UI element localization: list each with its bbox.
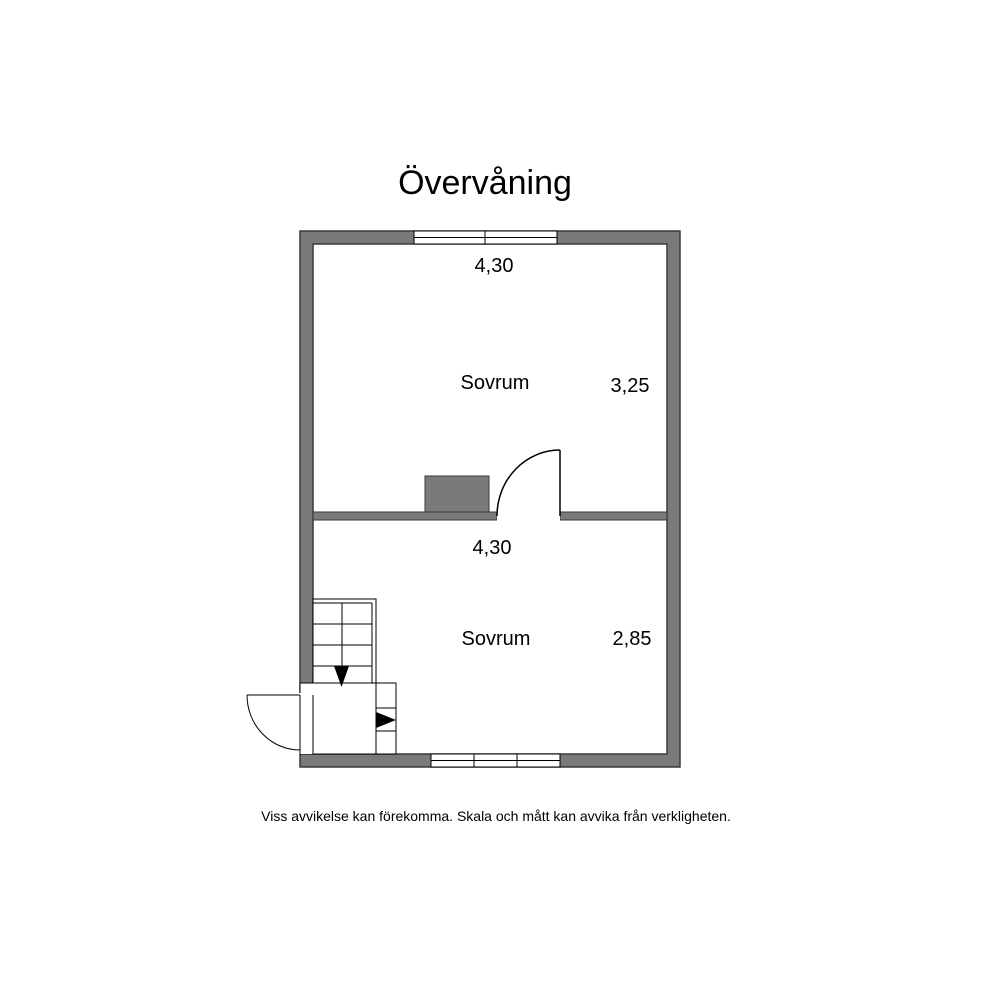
window-top xyxy=(414,231,557,244)
chimney-block xyxy=(425,476,489,512)
stair-hatch-door xyxy=(247,693,313,754)
staircase xyxy=(300,599,396,754)
interior-wall xyxy=(313,512,667,520)
upper-room-name: Sovrum xyxy=(460,372,530,394)
upper-room-depth: 3,25 xyxy=(610,375,650,397)
interior-door xyxy=(497,450,560,521)
lower-room-depth: 2,85 xyxy=(612,628,652,650)
window-bottom xyxy=(431,754,560,767)
lower-room-name: Sovrum xyxy=(461,628,531,650)
upper-room-width: 4,30 xyxy=(474,255,514,277)
lower-room-width: 4,30 xyxy=(472,537,512,559)
disclaimer-text: Viss avvikelse kan förekomma. Skala och mått kan avvika från verkligheten. xyxy=(261,808,731,824)
floor-title: Övervåning xyxy=(398,164,572,202)
